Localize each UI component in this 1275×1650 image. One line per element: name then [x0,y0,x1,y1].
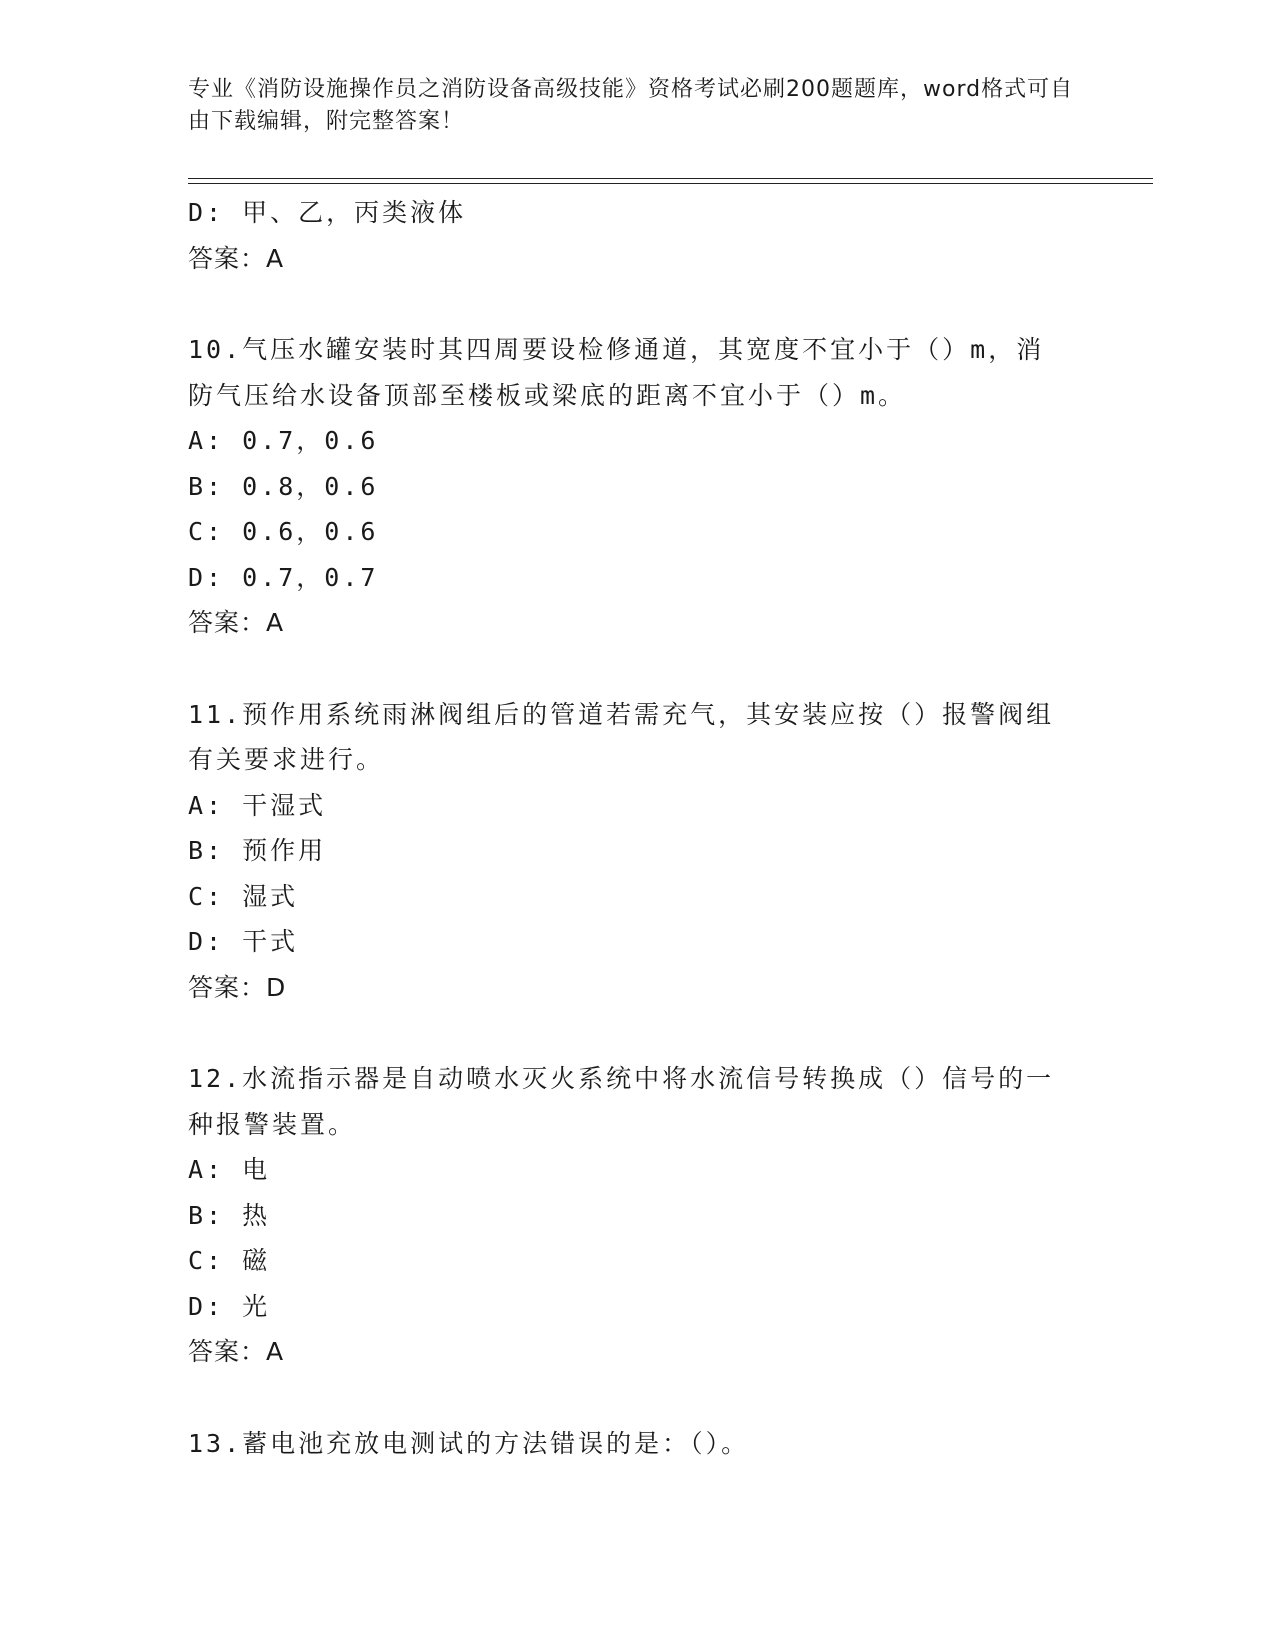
q12-option-b: B: 热 [188,1200,271,1230]
q10-option-c: C: 0.6，0.6 [188,517,379,546]
q12-option-d: D: 光 [188,1291,271,1321]
q11-option-b: B: 预作用 [188,836,327,865]
q12-stem-line-1: 12.水流指示器是自动喷水灭火系统中将水流信号转换成（）信号的一 [188,1064,1055,1093]
spacer [188,646,1088,692]
q11-option-d: D: 干式 [188,927,299,956]
spacer [188,281,1088,327]
q12-option-a: A: 电 [188,1155,271,1184]
header-rule-bottom [188,183,1153,184]
q11-option-c: C: 湿式 [188,881,299,911]
q10-stem-line-2: 防气压给水设备顶部至楼板或梁底的距离不宜小于（）m。 [188,380,907,410]
q11-stem-line-1: 11.预作用系统雨淋阀组后的管道若需充气，其安装应按（）报警阀组 [188,699,1055,729]
q12-answer: 答案：A [188,1337,285,1366]
q10-stem-line-1: 10.气压水罐安装时其四周要设检修通道，其宽度不宜小于（）m，消 [188,335,1045,364]
q10-answer: 答案：A [188,608,285,637]
question-content [188,190,1088,1466]
q11-answer: 答案：D [188,972,287,1002]
q11-option-a: A: 干湿式 [188,790,327,820]
q10-option-d: D: 0.7，0.7 [188,562,379,592]
q10-option-a: A: 0.7，0.6 [188,426,379,455]
document-header: 专业《消防设施操作员之消防设备高级技能》资格考试必刷200题题库，word格式可自由下载编辑，附完整答案！ [188,77,1074,134]
spacer [188,1375,1088,1421]
q12-stem-line-2: 种报警装置。 [188,1109,357,1139]
prev-answer: 答案：A [188,243,285,273]
prev-option-d: D: 甲、乙，丙类液体 [188,198,467,227]
header-rule-top [188,178,1153,179]
q12-option-c: C: 磁 [188,1246,271,1275]
q13-stem-line-1: 13.蓄电池充放电测试的方法错误的是：（）。 [188,1428,750,1458]
q10-option-b: B: 0.8，0.6 [188,471,379,501]
q11-stem-line-2: 有关要求进行。 [188,745,385,774]
spacer [188,1010,1088,1056]
